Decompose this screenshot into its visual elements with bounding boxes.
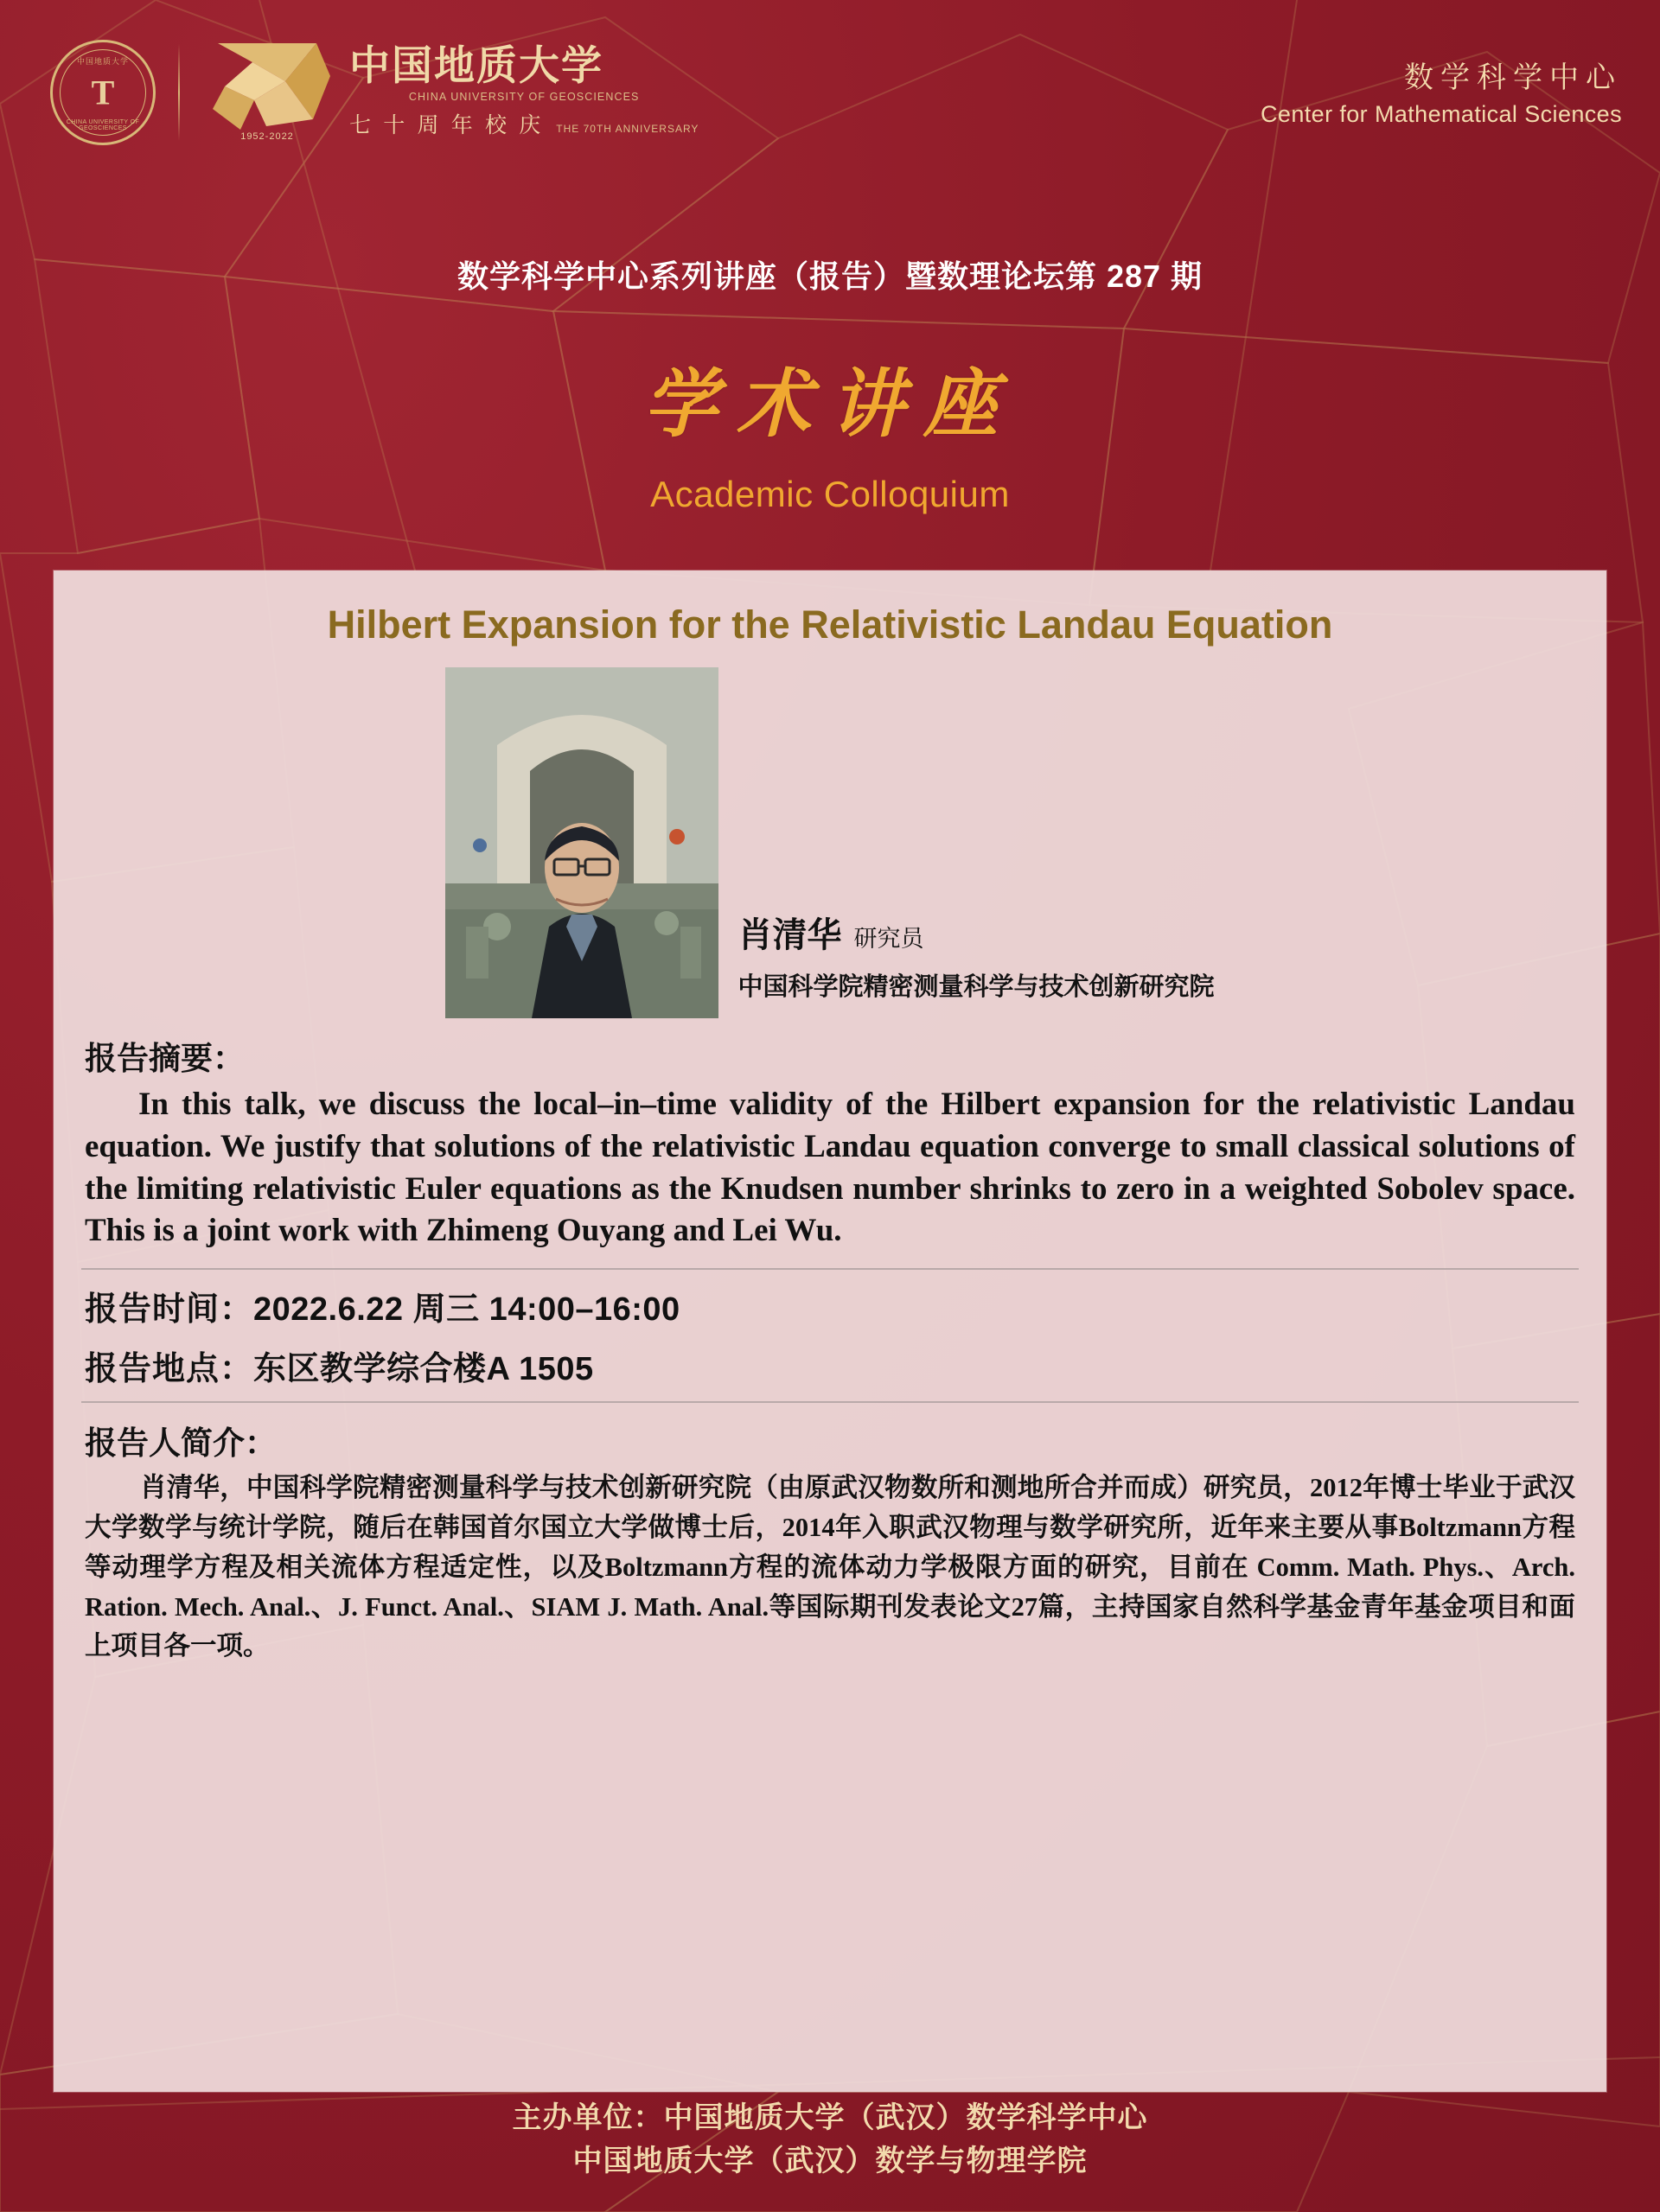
university-seal-icon (50, 40, 156, 145)
poster-header (0, 0, 1660, 242)
talk-time-line (85, 1282, 1575, 1329)
abstract-heading: 报告摘要： (85, 1041, 245, 1076)
poster-title-cn: 学术讲座 (643, 363, 1017, 446)
speaker-name: 肖清华 (737, 916, 842, 954)
speaker-photo (445, 667, 718, 1018)
abstract-text: In this talk, we discuss the local–in–time validity of the Hilbert expansion for the relativistic Landau equation. We justify that solutions of the relativistic Landau equation converge to small classical solutions of the limiting relativistic Euler equations as the Knudsen number shrinks to zero in a weighted Sobolev space. This is a joint work with Zhimeng Ouyang and Lei Wu. (85, 1087, 1575, 1249)
abstract-section (54, 1032, 1606, 1253)
talk-title: Hilbert Expansion for the Relativistic Landau Equation (327, 602, 1333, 647)
divider-above-logistics (81, 1268, 1579, 1270)
math-center-block (1261, 54, 1622, 128)
content-card (54, 571, 1606, 2092)
anniversary-years: 1952-2022 (240, 131, 294, 142)
organizer-line-2: 中国地质大学（武汉）数学与物理学院 (572, 2145, 1088, 2177)
university-logo-block (50, 36, 699, 149)
seal-letter: T (91, 73, 115, 112)
seal-ring-text: CHINA UNIVERSITY OF GEOSCIENCES (66, 119, 140, 131)
university-name-en: CHINA UNIVERSITY OF GEOSCIENCES (408, 90, 640, 103)
organizer-footer (0, 2097, 1660, 2183)
speaker-affiliation: 中国科学院精密测量科学与技术创新研究院 (737, 973, 1215, 1001)
speaker-role: 研究员 (853, 926, 924, 952)
organizer-line-1: 主办单位：中国地质大学（武汉）数学科学中心 (512, 2102, 1148, 2135)
logistics-section (54, 1282, 1606, 1389)
divider-above-bio (81, 1401, 1579, 1403)
university-name-block (349, 46, 699, 138)
seal-top-text: 中国地质大学 (76, 57, 129, 66)
anniversary-label-cn: 七 十 周 年 校 庆 (349, 113, 545, 137)
university-name-cn: 中国地质大学 (349, 44, 603, 90)
bio-section (54, 1417, 1606, 1667)
speaker-info (737, 908, 1214, 1018)
center-name-en: Center for Mathematical Sciences (1261, 101, 1622, 127)
logo-divider (178, 44, 180, 141)
talk-time-value: 2022.6.22 周三 14:00–16:00 (253, 1291, 680, 1329)
poster-title-en: Academic Colloquium (650, 474, 1010, 514)
bio-heading: 报告人简介： (85, 1425, 277, 1462)
anniversary-label-en: THE 70TH ANNIVERSARY (556, 122, 699, 135)
talk-place-line (85, 1342, 1575, 1389)
talk-place-value: 东区教学综合楼A 1505 (253, 1351, 594, 1388)
anniversary-emblem-icon (202, 36, 332, 149)
bio-text: 肖清华，中国科学院精密测量科学与技术创新研究院（由原武汉物数所和测地所合并而成）研究员，2012年博士毕业于武汉大学数学与统计学院，随后在韩国首尔国立大学做博士后，2014年入职武汉物理与数学研究所，近年来主要从事Boltzmann方程等动理学方程及相关流体方程适定性，以及Boltzmann方程的流体动力学极限方面的研究，目前在 Comm. Math. Phys.、Arch. Ration. Mech. Anal.、J. Funct. Anal.、SIAM J. Math. Anal.等国际期刊发表论文27篇，主持国家自然科学基金青年基金项目和面上项目各一项。 (85, 1473, 1575, 1661)
speaker-row (54, 648, 1606, 1018)
center-name-cn: 数学科学中心 (1404, 62, 1622, 94)
talk-place-label: 报告地点： (85, 1351, 254, 1388)
series-line: 数学科学中心系列讲座（报告）暨数理论坛第 287 期 (456, 258, 1204, 294)
talk-time-label: 报告时间： (85, 1291, 254, 1329)
